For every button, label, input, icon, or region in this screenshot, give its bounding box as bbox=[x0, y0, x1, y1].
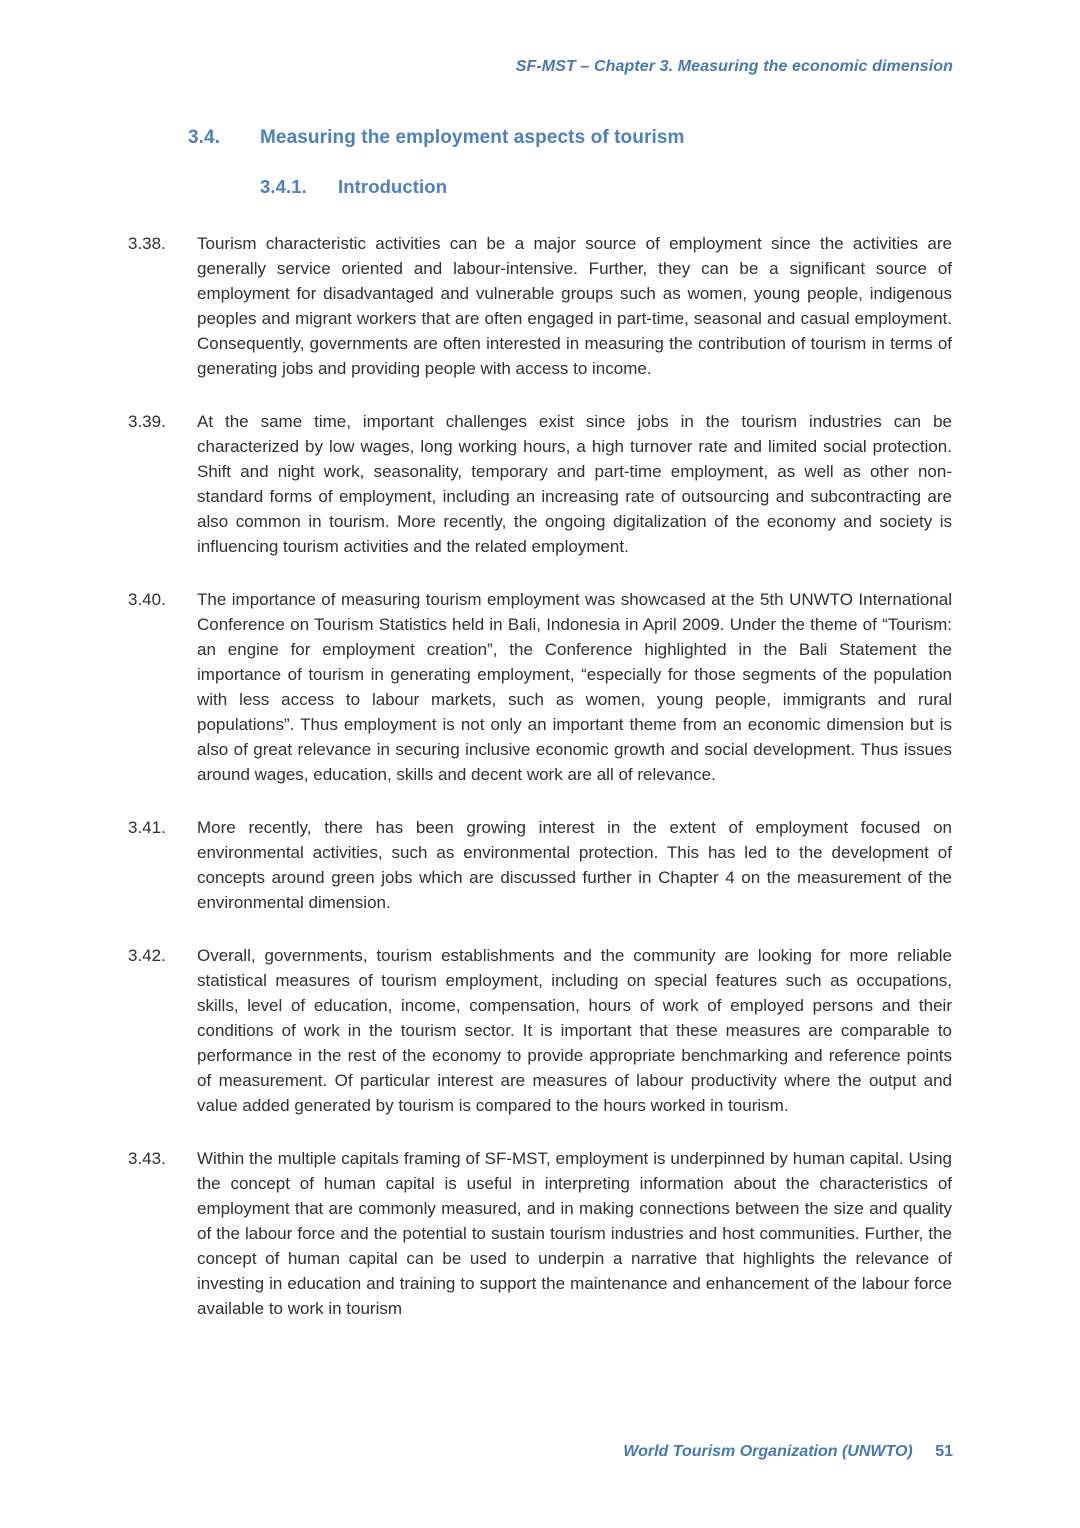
paragraph-text: Tourism characteristic activities can be a major source of employment since the activities are generally service oriented and labour-intensive. Further, they can be a significant source of employment for disadvantaged and vulnerable groups such as women, young people, indigenous peoples and migrant workers that are often engaged in part-time, seasonal and casual employment. Consequently, governments are often interested in measuring the contribution of tourism in terms of generating jobs and providing people with access to income. bbox=[197, 234, 952, 378]
paragraph-3-41 bbox=[128, 815, 952, 915]
paragraph-text: Overall, governments, tourism establishments and the community are looking for more reliable statistical measures of tourism employment, including on special features such as occupations, skills, level of education, income, compensation, hours of work of employed persons and their conditions of work in the tourism sector. It is important that these measures are comparable to performance in the rest of the economy to provide appropriate benchmarking and reference points of measurement. Of particular interest are measures of labour productivity where the output and value added generated by tourism is compared to the hours worked in tourism. bbox=[197, 946, 952, 1115]
subsection-number: 3.4.1. bbox=[260, 176, 307, 197]
running-header: SF-MST – Chapter 3. Measuring the economic dimension bbox=[515, 58, 953, 75]
paragraph-number: 3.40. bbox=[128, 590, 166, 609]
paragraph-text: Within the multiple capitals framing of SF-MST, employment is underpinned by human capital. Using the concept of human capital is useful in interpreting information about the characteristics of employment that are commonly measured, and in making connections between the size and quality of the labour force and the potential to sustain tourism industries and host communities. Further, the concept of human capital can be used to underpin a narrative that highlights the relevance of investing in education and training to support the maintenance and enhancement of the labour force available to work in tourism bbox=[197, 1149, 952, 1318]
paragraph-text: The importance of measuring tourism employment was showcased at the 5th UNWTO International Conference on Tourism Statistics held in Bali, Indonesia in April 2009. Under the theme of “Tourism: an engine for employment creation”, the Conference highlighted in the Bali Statement the importance of tourism in generating employment, “especially for those segments of the population with less access to labour markets, such as women, young people, immigrants and rural populations”. Thus employment is not only an important theme from an economic dimension but is also of great relevance in securing inclusive economic growth and social development. Thus issues around wages, education, skills and decent work are all of relevance. bbox=[197, 590, 952, 784]
section-title: Measuring the employment aspects of tourism bbox=[260, 127, 685, 148]
paragraph-number: 3.39. bbox=[128, 412, 166, 431]
page-footer bbox=[623, 1443, 953, 1461]
footer-organization: World Tourism Organization (UNWTO) bbox=[623, 1443, 913, 1460]
paragraph-3-38 bbox=[128, 231, 952, 381]
paragraph-number: 3.38. bbox=[128, 234, 166, 253]
paragraph-number: 3.41. bbox=[128, 818, 166, 837]
paragraph-number: 3.43. bbox=[128, 1149, 166, 1168]
subsection-heading bbox=[260, 176, 952, 198]
paragraph-number: 3.42. bbox=[128, 946, 166, 965]
subsection-title: Introduction bbox=[338, 176, 448, 197]
paragraph-3-43 bbox=[128, 1146, 952, 1321]
paragraph-text: At the same time, important challenges exist since jobs in the tourism industries can be characterized by low wages, long working hours, a high turnover rate and limited social protection. Shift and night work, seasonality, temporary and part-time employment, as well as other non-standard forms of employment, including an increasing rate of outsourcing and subcontracting are also common in tourism. More recently, the ongoing digitalization of the economy and society is influencing tourism activities and the related employment. bbox=[197, 412, 952, 556]
paragraph-3-40 bbox=[128, 587, 952, 787]
paragraph-list bbox=[0, 231, 1080, 1321]
paragraph-text: More recently, there has been growing interest in the extent of employment focused on environmental activities, such as environmental protection. This has led to the development of concepts around green jobs which are discussed further in Chapter 4 on the measurement of the environmental dimension. bbox=[197, 818, 952, 912]
section-number: 3.4. bbox=[188, 127, 221, 148]
paragraph-3-42 bbox=[128, 943, 952, 1118]
section-heading bbox=[188, 127, 952, 149]
page-number: 51 bbox=[935, 1443, 953, 1460]
paragraph-3-39 bbox=[128, 409, 952, 559]
